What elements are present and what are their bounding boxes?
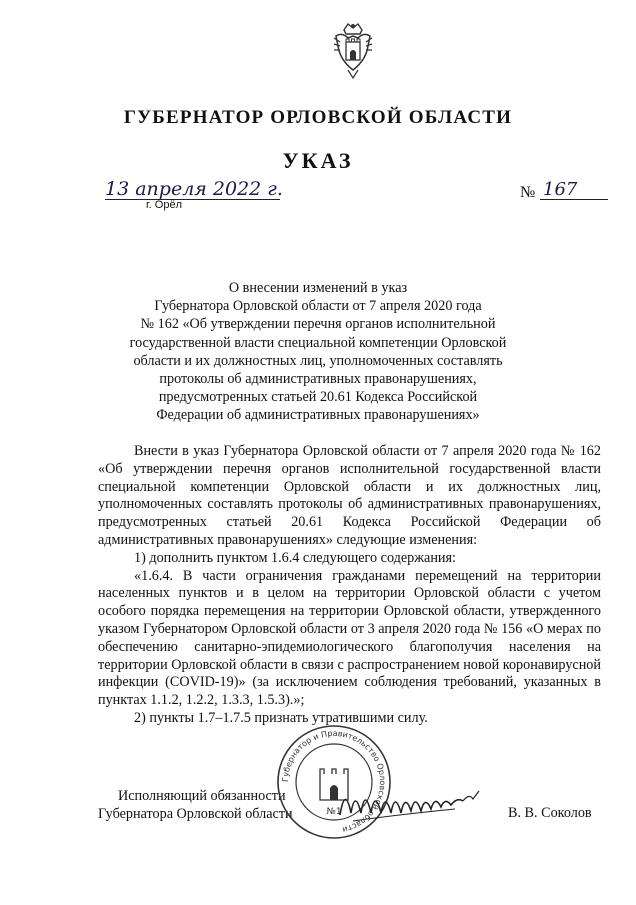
decree-body: [98, 443, 601, 728]
date-underline: [105, 199, 280, 200]
signatory-title: [98, 787, 293, 823]
decree-heading: [120, 279, 516, 425]
signatory-name: В. В. Соколов: [508, 805, 592, 821]
heading-line: О внесении изменений в указ: [228, 280, 408, 296]
city: г. Орёл: [146, 199, 182, 211]
heading-line: № 162 «Об утверждении перечня органов исполнительной: [140, 316, 496, 333]
stamp-number: №1: [326, 807, 342, 817]
coat-of-arms-icon: [330, 20, 376, 82]
stamp-ring-text: Губернатор и Правительство Орловской области: [280, 728, 388, 835]
handwritten-number: 167: [543, 179, 578, 200]
heading-line: государственной власти специальной компетенции Орловской: [129, 334, 507, 351]
number-prefix: №: [520, 184, 536, 201]
signatory-title-line: Исполняющий обязанности: [118, 788, 286, 804]
number-underline: [540, 199, 608, 200]
amendment-item-2: 2) пункты 1.7–1.7.5 признать утратившими силу.: [134, 709, 428, 726]
handwritten-date: 13 апреля 2022 г.: [105, 178, 283, 200]
issuer-title: ГУБЕРНАТОР ОРЛОВСКОЙ ОБЛАСТИ: [123, 107, 513, 128]
handwritten-signature-icon: [335, 775, 485, 830]
body-paragraph: Внести в указ Губернатора Орловской области от 7 апреля 2020 года № 162 «Об утверждении перечня органов исполнительной государственной власти специальной компетенции Орловской области и их должностных лиц, уполномоченных составлять протоколы об административных правонарушениях, предусмотренных статьей 20.61 Кодекса Российской Федерации об административных правонарушениях» следующие изменения:: [98, 443, 601, 548]
signatory-title-line: Губернатора Орловской области: [98, 806, 293, 822]
document-type: УКАЗ: [282, 148, 354, 173]
heading-line: протоколы об административных правонарушениях,: [159, 371, 477, 388]
heading-line: предусмотренных статьей 20.61 Кодекса Российской: [158, 389, 478, 406]
amendment-item-1: 1) дополнить пунктом 1.6.4 следующего содержания:: [134, 549, 456, 566]
heading-line: области и их должностных лиц, уполномоченных составлять: [133, 352, 503, 369]
amendment-quote: «1.6.4. В части ограничения гражданами перемещений на территории населенных пунктов и в целом на территории Орловской области с учетом особого порядка перемещения на территории Орловской области, утвержденного указом Губернатором Орловской области от 3 апреля 2020 года № 156 «О мерах по обеспечению санитарно-эпидемиологического благополучия населения на территории Орловской области в связи с распространением новой коронавирусной инфекции (COVID-19)» (за исключением соблюдения требований, указанных в пунктах 1.1.2, 1.2.2, 1.3.3, 1.5.3).»;: [98, 567, 601, 709]
heading-line: Федерации об административных правонарушениях»: [156, 407, 480, 424]
heading-line: Губернатора Орловской области от 7 апреля 2020 года: [154, 298, 482, 315]
